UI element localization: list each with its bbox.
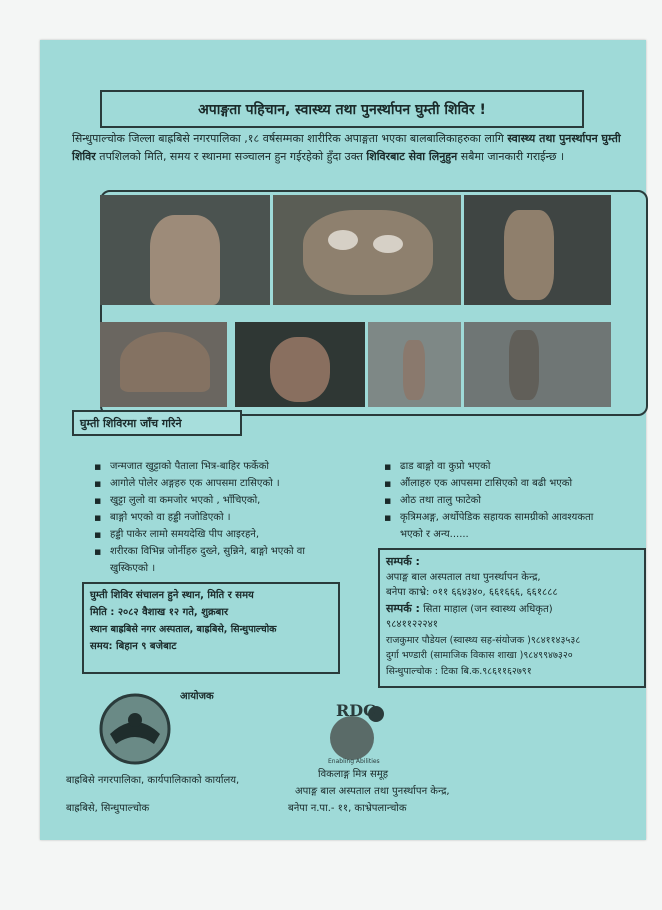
organizer-left-line-2: बाह्रबिसे, सिन्धुपाल्चोक	[66, 803, 150, 814]
photo-clubfoot	[464, 195, 611, 305]
nepal-emblem-icon	[96, 690, 174, 768]
intro-bold-1: स्वास्थ्य तथा पुनर्स्थापन घुम्ती शिविर	[72, 132, 621, 163]
list-item: ▪ बाङ्गो भएको वा हड्डी नजोडिएको ।	[92, 509, 342, 526]
list-item: ▪ ढाड बाङ्गो वा कुप्रो भएको	[382, 458, 642, 475]
list-item: ▪ औंलाहरु एक आपसमा टासिएको वा बढी भएको	[382, 475, 642, 492]
rdc-logo-text: RDC	[336, 701, 376, 720]
section-label-text: घुम्ती शिविरमा जाँच गरिने	[80, 416, 182, 430]
organizer-left-line-1: बाह्रबिसे नगरपालिका, कार्यपालिकाको कार्यालय,	[66, 775, 240, 786]
poster-title	[100, 90, 584, 128]
organizer-right-line-1: विकलाङ्ग मित्र समूह	[318, 769, 389, 780]
list-item: ▪ ओठ तथा तालु फाटेको	[382, 492, 642, 509]
poster-title-text: अपाङ्गता पहिचान, स्वास्थ्य तथा पुनर्स्थापन घुम्ती शिविर !	[198, 101, 486, 118]
contact-heading: सम्पर्क :	[386, 555, 420, 568]
intro-text-2: तपशिलको मिति, समय र स्थानमा सञ्चालन हुन गईरहेको हुँदा उक्त	[95, 150, 367, 163]
venue-time: समय: बिहान ९ बजेबाट	[90, 641, 177, 652]
venue-heading: घुम्ती शिविर संचालन हुने स्थान, मिति र समय	[90, 590, 254, 601]
contact-line: सिता माहाल (जन स्वास्थ्य अधिकृत)	[423, 603, 553, 615]
intro-text-3: सबैमा जानकारी गराईन्छ ।	[457, 150, 565, 163]
contact-phone: ९८४११२२२४१	[386, 619, 438, 630]
contact-heading-2: सम्पर्क :	[386, 601, 420, 615]
list-item: ▪ जन्मजात खुट्टाको पैताला भित्र-बाहिर फर्केको	[92, 458, 342, 475]
photo-child-walking	[368, 322, 461, 407]
list-item: ▪ खुट्टा लुलो वा कमजोर भएको , भाँचिएको,	[92, 492, 342, 509]
rdc-logo-icon	[312, 700, 392, 766]
list-item: ▪ हड्डी पाकेर लामो समयदेखि पीप आइरहने,	[92, 526, 342, 543]
poster-sheet	[40, 40, 646, 840]
section-label-checkups	[72, 410, 242, 436]
intro-text-1: सिन्धुपाल्चोक जिल्ला बाह्रबिसे नगरपालिका ,१८ वर्षसम्मका शारीरिक अपाङ्गता भएका बालबालिकाहरुका लागि	[72, 132, 508, 145]
list-item: ▪ आगोले पोलेर अङ्गहरु एक आपसमा टासिएको ।	[92, 475, 342, 492]
photo-burn-contracture	[273, 195, 461, 305]
contact-line: अपाङ्ग बाल अस्पताल तथा पुनर्स्थापन केन्द्र,	[386, 571, 541, 583]
photo-hand-deformity	[100, 322, 227, 407]
photo-child-prosthesis	[464, 322, 611, 407]
contact-line: राजकुमार पौडेयल (स्वास्थ्य सह-संयोजक )९८४११४३५३८	[386, 634, 581, 646]
rdc-logo-subtext: Enabling Abilities	[328, 758, 380, 765]
organizer-right-line-2: अपाङ्ग बाल अस्पताल तथा पुनर्स्थापन केन्द्र,	[295, 786, 450, 797]
checks-left-list	[92, 458, 342, 577]
photo-cleft-lip	[235, 322, 365, 407]
organizer-label: आयोजक	[180, 691, 214, 702]
list-item: ▪ शरीरका विभिन्न जोर्नीहरु दुख्ने, सुन्निने, बाङ्गो भएको वा खुस्किएको ।	[92, 543, 310, 577]
photo-back-deformity	[100, 195, 270, 305]
contact-line: बनेपा काभ्रे: ०११ ६६४३४०, ६६१६६६, ६६१८८८	[386, 587, 558, 598]
checks-right-list	[382, 458, 642, 543]
intro-bold-2: शिविरबाट सेवा लिनुहुन	[366, 150, 458, 163]
venue-date: मिति : २०८२ वैशाख १२ गते, शुक्रबार	[90, 607, 229, 618]
contact-line: सिन्धुपाल्चोक : टिका बि.क.९८६११६२७९१	[386, 665, 532, 677]
venue-place: स्थान बाह्रबिसे नगर अस्पताल, बाह्रबिसे, सिन्धुपाल्चोक	[90, 624, 277, 635]
venue-box	[82, 582, 340, 674]
contact-line: दुर्गा भण्डारी (सामाजिक विकास शाखा )९८४९९४७३२०	[386, 650, 573, 661]
list-item: ▪ कृत्रिमअङ्ग, अर्थोपेडिक सहायक सामग्रीको आवश्यकता भएको र अन्य......	[382, 509, 600, 543]
contact-box	[378, 548, 646, 688]
organizer-right-line-3: बनेपा न.पा.- ११, काभ्रेपलान्चोक	[288, 803, 407, 814]
intro-paragraph	[72, 130, 632, 166]
